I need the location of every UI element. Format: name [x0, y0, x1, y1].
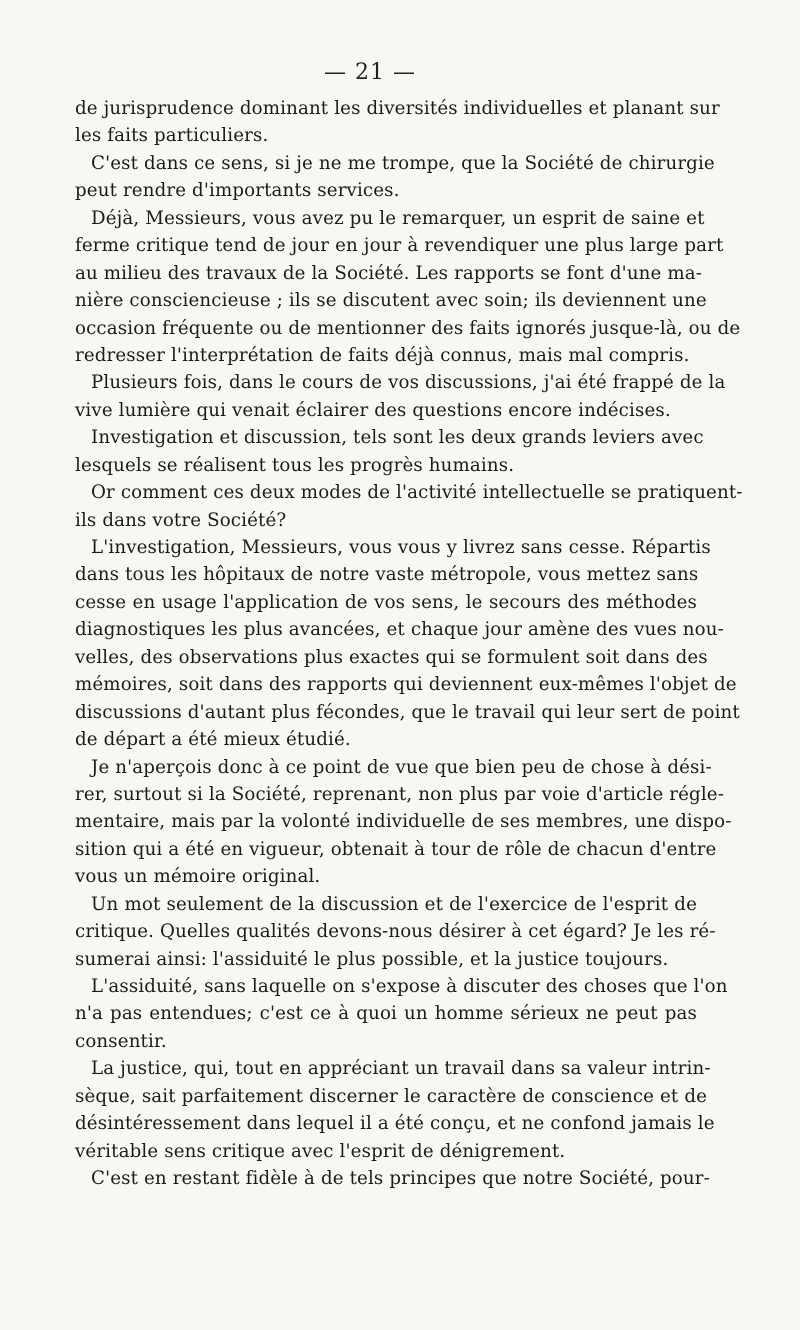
text-line: rer, surtout si la Société, reprenant, non plus par voie d'article régle- [75, 783, 725, 805]
text-line: véritable sens critique avec l'esprit de dénigrement. [75, 1140, 566, 1162]
text-line: La justice, qui, tout en appréciant un travail dans sa valeur intrin- [91, 1058, 711, 1080]
text-line: désintéressement dans lequel il a été conçu, et ne confond jamais le [75, 1113, 715, 1135]
text-line: sumerai ainsi: l'assiduité le plus possible, et la justice toujours. [75, 948, 669, 970]
text-line: L'investigation, Messieurs, vous vous y livrez sans cesse. Répartis [91, 537, 711, 558]
text-line: Je n'aperçois donc à ce point de vue que bien peu de chose à dési- [91, 756, 712, 778]
text-line: mémoires, soit dans des rapports qui deviennent eux-mêmes l'objet de [75, 674, 737, 696]
text-line: sèque, sait parfaitement discerner le caractère de conscience et de [75, 1085, 708, 1107]
page-number: — 21 — [324, 60, 416, 85]
text-line: dans tous les hôpitaux de notre vaste métropole, vous mettez sans [75, 564, 699, 586]
text-line: consentir. [75, 1030, 167, 1052]
text-line: L'assiduité, sans laquelle on s'expose à discuter des choses que l'on [91, 976, 728, 997]
text-line: les faits particuliers. [75, 125, 269, 147]
text-line: Plusieurs fois, dans le cours de vos discussions, j'ai été frappé de la [91, 372, 726, 394]
text-line: sition qui a été en vigueur, obtenait à tour de rôle de chacun d'entre [75, 838, 717, 860]
text-line: discussions d'autant plus fécondes, que le travail qui leur sert de point [75, 701, 740, 723]
text-line: de départ a été mieux étudié. [75, 729, 351, 751]
text-line: C'est dans ce sens, si je ne me trompe, que la Société de chirurgie [91, 152, 715, 174]
text-line: velles, des observations plus exactes qui se formulent soit dans des [75, 646, 708, 668]
text-line: diagnostiques les plus avancées, et chaque jour amène des vues nou- [75, 619, 724, 641]
text-line: lesquels se réalisent tous les progrès humains. [75, 454, 515, 476]
text-line: vive lumière qui venait éclairer des questions encore indécises. [75, 399, 671, 421]
text-line: vous un mémoire original. [75, 866, 321, 888]
text-line: au milieu des travaux de la Société. Les rapports se font d'une ma- [75, 262, 703, 284]
text-line: occasion fréquente ou de mentionner des faits ignorés jusque-là, ou de [75, 317, 741, 339]
text-line: mentaire, mais par la volonté individuelle de ses membres, une dispo- [75, 811, 732, 833]
text-line: de jurisprudence dominant les diversités individuelles et planant sur [75, 98, 720, 119]
text-line: ferme critique tend de jour en jour à revendiquer une plus large part [75, 235, 724, 257]
text-line: cesse en usage l'application de vos sens, le secours des méthodes [75, 591, 697, 613]
text-line: nière consciencieuse ; ils se discutent avec soin; ils deviennent une [75, 290, 707, 312]
text-line: C'est en restant fidèle à de tels principes que notre Société, pour- [91, 1168, 710, 1190]
text-line: Déjà, Messieurs, vous avez pu le remarquer, un esprit de saine et [91, 207, 705, 229]
body-text [75, 95, 743, 1193]
text-line: critique. Quelles qualités devons-nous désirer à cet égard? Je les ré- [75, 921, 716, 943]
text-line: n'a pas entendues; c'est ce à quoi un homme sérieux ne peut pas [75, 1003, 697, 1025]
text-line: Or comment ces deux modes de l'activité intellectuelle se pratiquent- [91, 482, 743, 504]
text-line: peut rendre d'importants services. [75, 180, 400, 202]
text-line: Investigation et discussion, tels sont les deux grands leviers avec [91, 427, 704, 449]
text-line: redresser l'interprétation de faits déjà connus, mais mal compris. [75, 344, 690, 366]
text-line: ils dans votre Société? [75, 509, 287, 531]
text-line: Un mot seulement de la discussion et de l'exercice de l'esprit de [91, 893, 697, 915]
